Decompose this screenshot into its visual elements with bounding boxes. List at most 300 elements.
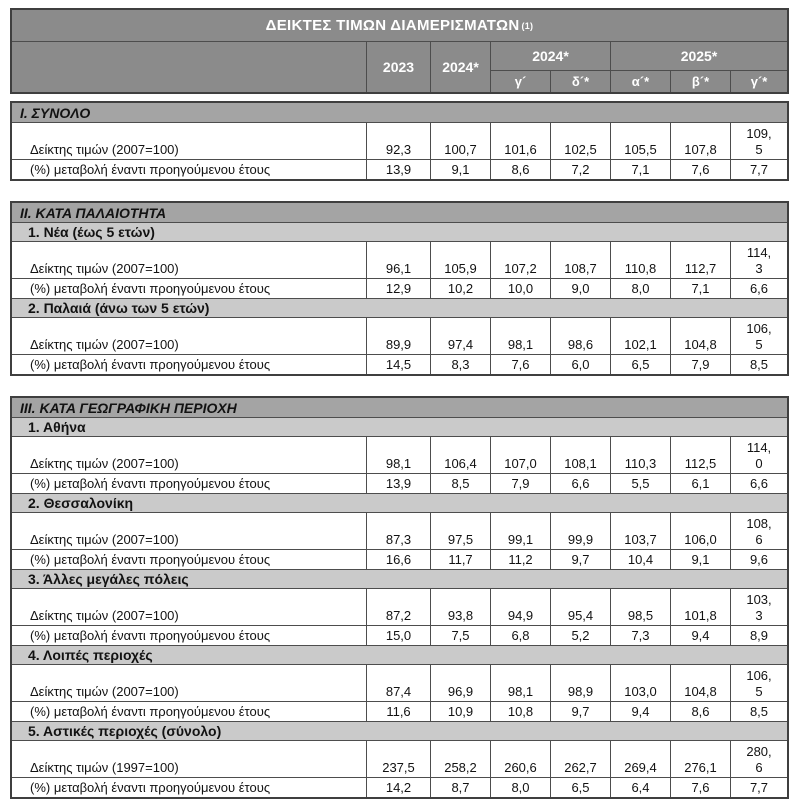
- pct-value-2-3-1: [430, 702, 490, 721]
- idx-row: [12, 588, 787, 625]
- pct-row: [12, 777, 787, 797]
- col-header-2024-q3: γ´: [490, 70, 550, 92]
- idx-value-2-4-0: [366, 741, 430, 777]
- idx-value-2-1-4: [610, 513, 670, 549]
- pct-value-1-0-4: [610, 279, 670, 298]
- idx-value-1-0-0: [366, 242, 430, 278]
- col-header-2024-q4: δ´*: [550, 70, 610, 92]
- idx-value-2-1-2-text: 99,1: [507, 532, 534, 547]
- idx-value-1-1-1-text: 97,4: [447, 337, 474, 352]
- idx-value-2-1-6-text: 108,6: [746, 516, 772, 547]
- idx-value-2-3-3-text: 98,9: [567, 684, 594, 699]
- idx-value-2-3-4-text: 103,0: [624, 684, 657, 699]
- pct-value-0-0-3: [550, 160, 610, 179]
- idx-value-1-0-6: [730, 242, 787, 278]
- pct-value-2-3-6: [730, 702, 787, 721]
- pct-value-2-3-4: [610, 702, 670, 721]
- idx-value-1-0-3: [550, 242, 610, 278]
- idx-value-1-0-1: [430, 242, 490, 278]
- idx-value-1-0-6-text: 114,3: [746, 245, 772, 276]
- idx-row-label: [12, 665, 366, 701]
- idx-value-2-3-1: [430, 665, 490, 701]
- idx-value-1-1-2: [490, 318, 550, 354]
- pct-value-2-1-2: [490, 550, 550, 569]
- subsection-heading: [12, 223, 787, 241]
- idx-value-2-2-1: [430, 589, 490, 625]
- pct-value-2-0-6-text: 6,6: [749, 475, 769, 491]
- idx-row-label-text: Δείκτης τιμών (2007=100): [30, 261, 179, 276]
- idx-value-2-4-1-text: 258,2: [444, 760, 477, 775]
- idx-value-2-1-3: [550, 513, 610, 549]
- idx-row-label-text: Δείκτης τιμών (2007=100): [30, 532, 179, 547]
- section-heading: [12, 203, 787, 222]
- section-heading-text: Ι. ΣΥΝΟΛΟ: [20, 104, 91, 121]
- idx-row: [12, 241, 787, 278]
- pct-value-2-0-4-text: 5,5: [631, 476, 650, 491]
- pct-value-2-2-6: [730, 626, 787, 645]
- idx-value-2-4-0-text: 237,5: [382, 760, 415, 775]
- pct-value-1-1-0-text: 14,5: [385, 357, 412, 372]
- col-group-2024-quarters: 2024*: [490, 42, 610, 70]
- section-heading-text: ΙΙΙ. ΚΑΤΑ ΓΕΩΓΡΑΦΙΚΗ ΠΕΡΙΟΧΗ: [20, 399, 237, 416]
- section-block-2: [10, 201, 789, 376]
- pct-value-2-1-0-text: 16,6: [385, 552, 412, 567]
- idx-value-0-0-3: [550, 123, 610, 159]
- pct-value-0-0-5-text: 7,6: [691, 162, 710, 177]
- pct-row-label: [12, 778, 366, 797]
- pct-value-2-0-4: [610, 474, 670, 493]
- idx-value-2-1-5-text: 106,0: [684, 532, 717, 547]
- idx-value-1-1-3-text: 98,6: [567, 337, 594, 352]
- idx-value-1-1-5: [670, 318, 730, 354]
- pct-value-1-1-6-text: 8,5: [749, 356, 769, 372]
- pct-value-2-4-4-text: 6,4: [631, 780, 650, 795]
- pct-row-label-text: (%) μεταβολή έναντι προηγούμενου έτους: [30, 476, 271, 491]
- subsection-heading-text: 3. Άλλες μεγάλες πόλεις: [28, 571, 189, 587]
- pct-value-2-3-6-text: 8,5: [749, 703, 769, 719]
- idx-row: [12, 436, 787, 473]
- pct-row: [12, 549, 787, 569]
- pct-value-2-1-3: [550, 550, 610, 569]
- idx-value-2-4-3: [550, 741, 610, 777]
- subsection-heading: [12, 646, 787, 664]
- pct-value-2-2-5-text: 9,4: [691, 628, 710, 643]
- idx-value-2-0-3-text: 108,1: [564, 456, 597, 471]
- idx-value-2-4-4-text: 269,4: [624, 760, 657, 775]
- idx-row: [12, 122, 787, 159]
- idx-value-1-1-1: [430, 318, 490, 354]
- subsection-heading-row: [12, 493, 787, 512]
- idx-row-label-text: Δείκτης τιμών (2007=100): [30, 608, 179, 623]
- idx-value-2-1-6: [730, 513, 787, 549]
- idx-value-2-0-1: [430, 437, 490, 473]
- idx-value-2-3-6-text: 106,5: [746, 668, 772, 699]
- idx-value-2-1-4-text: 103,7: [624, 532, 657, 547]
- idx-value-2-0-4: [610, 437, 670, 473]
- idx-value-2-3-2-text: 98,1: [507, 684, 534, 699]
- idx-value-2-0-6: [730, 437, 787, 473]
- pct-value-2-4-6: [730, 778, 787, 797]
- idx-value-2-2-1-text: 93,8: [447, 608, 474, 623]
- pct-value-1-0-2-text: 10,0: [507, 281, 534, 296]
- idx-value-2-0-6-text: 114,0: [746, 440, 772, 471]
- pct-row: [12, 278, 787, 298]
- idx-value-2-2-6: [730, 589, 787, 625]
- pct-value-0-0-1-text: 9,1: [451, 162, 470, 177]
- pct-value-2-2-3: [550, 626, 610, 645]
- pct-value-2-0-6: [730, 474, 787, 493]
- idx-value-1-1-5-text: 104,8: [684, 337, 717, 352]
- table-title-text: ΔΕΙΚΤΕΣ ΤΙΜΩΝ ΔΙΑΜΕΡΙΣΜΑΤΩΝ: [265, 17, 520, 34]
- idx-value-2-4-6-text: 280,6: [746, 744, 772, 775]
- pct-value-2-3-5: [670, 702, 730, 721]
- pct-value-0-0-4-text: 7,1: [631, 162, 650, 177]
- pct-value-2-1-5: [670, 550, 730, 569]
- section-gap: [10, 181, 790, 201]
- idx-value-2-0-4-text: 110,3: [624, 456, 657, 471]
- pct-value-1-0-4-text: 8,0: [631, 281, 650, 296]
- subsection-heading-row: [12, 222, 787, 241]
- idx-value-0-0-6-text: 109,5: [746, 126, 772, 157]
- idx-value-0-0-1-text: 100,7: [444, 142, 477, 157]
- pct-value-1-0-0-text: 12,9: [385, 281, 412, 296]
- idx-value-0-0-5-text: 107,8: [684, 142, 717, 157]
- pct-value-1-1-3-text: 6,0: [571, 357, 590, 372]
- pct-value-2-1-1-text: 11,7: [448, 552, 473, 567]
- idx-value-2-2-2: [490, 589, 550, 625]
- idx-value-1-0-2-text: 107,2: [504, 261, 537, 276]
- pct-value-1-0-6: [730, 279, 787, 298]
- pct-value-2-4-0: [366, 778, 430, 797]
- idx-value-2-3-0-text: 87,4: [385, 684, 412, 699]
- pct-value-1-0-1: [430, 279, 490, 298]
- pct-value-2-1-4-text: 10,4: [627, 552, 654, 567]
- pct-value-2-4-5-text: 7,6: [691, 780, 710, 795]
- idx-value-2-4-2-text: 260,6: [504, 760, 537, 775]
- col-header-2025-q3: γ´*: [730, 70, 787, 92]
- pct-row-label: [12, 474, 366, 493]
- pct-value-2-2-6-text: 8,9: [749, 627, 769, 643]
- subsection-heading-text: 2. Παλαιά (άνω των 5 ετών): [28, 300, 210, 316]
- idx-value-0-0-4: [610, 123, 670, 159]
- pct-value-1-1-1-text: 8,3: [451, 357, 470, 372]
- idx-value-2-1-0-text: 87,3: [385, 532, 412, 547]
- pct-row: [12, 701, 787, 721]
- idx-value-2-2-0-text: 87,2: [385, 608, 412, 623]
- idx-value-2-2-5-text: 101,8: [684, 608, 717, 623]
- idx-value-1-1-4: [610, 318, 670, 354]
- idx-value-2-3-3: [550, 665, 610, 701]
- subsection-heading-row: [12, 569, 787, 588]
- subsection-heading: [12, 418, 787, 436]
- idx-row-label: [12, 242, 366, 278]
- idx-value-2-4-5-text: 276,1: [684, 760, 717, 775]
- idx-value-2-4-2: [490, 741, 550, 777]
- pct-value-2-1-0: [366, 550, 430, 569]
- pct-value-2-4-1-text: 8,7: [451, 780, 470, 795]
- pct-value-2-2-3-text: 5,2: [571, 628, 590, 643]
- section-heading-row: [12, 103, 787, 122]
- idx-value-0-0-5: [670, 123, 730, 159]
- pct-value-2-2-0: [366, 626, 430, 645]
- pct-value-1-1-3: [550, 355, 610, 374]
- idx-value-1-0-0-text: 96,1: [385, 261, 412, 276]
- pct-value-2-1-6: [730, 550, 787, 569]
- pct-value-0-0-0-text: 13,9: [385, 162, 412, 177]
- pct-value-1-0-1-text: 10,2: [447, 281, 474, 296]
- pct-value-1-1-1: [430, 355, 490, 374]
- pct-value-2-2-1-text: 7,5: [451, 628, 470, 643]
- pct-row-label-text: (%) μεταβολή έναντι προηγούμενου έτους: [30, 281, 271, 296]
- pct-value-1-1-0: [366, 355, 430, 374]
- section-gap: [10, 376, 790, 396]
- pct-value-1-0-5-text: 7,1: [691, 281, 710, 296]
- pct-value-2-0-1-text: 8,5: [451, 476, 470, 491]
- idx-value-0-0-2-text: 101,6: [504, 142, 537, 157]
- idx-value-1-1-0: [366, 318, 430, 354]
- pct-value-2-3-0: [366, 702, 430, 721]
- pct-value-2-4-4: [610, 778, 670, 797]
- idx-value-2-3-6: [730, 665, 787, 701]
- section-heading: [12, 103, 787, 122]
- pct-value-2-0-0: [366, 474, 430, 493]
- section-heading-text: ΙΙ. ΚΑΤΑ ΠΑΛΑΙΟΤΗΤΑ: [20, 204, 167, 221]
- pct-value-2-3-2-text: 10,8: [507, 704, 534, 719]
- pct-value-2-0-5-text: 6,1: [691, 476, 710, 491]
- section-heading: [12, 398, 787, 417]
- pct-row-label-text: (%) μεταβολή έναντι προηγούμενου έτους: [30, 552, 271, 567]
- pct-value-0-0-6-text: 7,7: [749, 161, 769, 177]
- pct-value-2-0-3-text: 6,6: [571, 476, 590, 491]
- idx-row: [12, 317, 787, 354]
- pct-value-2-2-4-text: 7,3: [631, 628, 650, 643]
- subsection-heading-text: 1. Νέα (έως 5 ετών): [28, 224, 155, 240]
- idx-value-2-2-5: [670, 589, 730, 625]
- idx-value-2-3-5: [670, 665, 730, 701]
- pct-row-label-text: (%) μεταβολή έναντι προηγούμενου έτους: [30, 780, 271, 795]
- idx-value-1-0-5: [670, 242, 730, 278]
- idx-row-label: [12, 437, 366, 473]
- pct-row: [12, 473, 787, 493]
- pct-value-1-1-4-text: 6,5: [631, 357, 650, 372]
- idx-row-label-text: Δείκτης τιμών (2007=100): [30, 337, 179, 352]
- idx-value-2-3-1-text: 96,9: [447, 684, 474, 699]
- idx-value-2-2-6-text: 103,3: [746, 592, 772, 623]
- pct-value-2-4-3-text: 6,5: [571, 780, 590, 795]
- idx-value-2-4-1: [430, 741, 490, 777]
- idx-row-label-text: Δείκτης τιμών (1997=100): [30, 760, 179, 775]
- pct-value-2-2-0-text: 15,0: [385, 628, 412, 643]
- pct-value-1-1-2: [490, 355, 550, 374]
- pct-value-0-0-2-text: 8,6: [511, 162, 530, 177]
- col-header-2023: 2023: [366, 42, 430, 92]
- pct-row: [12, 159, 787, 179]
- idx-value-2-0-0-text: 98,1: [385, 456, 412, 471]
- table-sections: [10, 94, 790, 799]
- idx-value-2-1-0: [366, 513, 430, 549]
- pct-row-label-text: (%) μεταβολή έναντι προηγούμενου έτους: [30, 357, 271, 372]
- pct-row-label: [12, 550, 366, 569]
- pct-value-1-0-6-text: 6,6: [749, 280, 769, 296]
- idx-row-label-text: Δείκτης τιμών (2007=100): [30, 142, 179, 157]
- subsection-heading: [12, 494, 787, 512]
- col-header-2025-q2: β´*: [670, 70, 730, 92]
- col-group-2025-quarters: 2025*: [610, 42, 787, 70]
- idx-row-label: [12, 123, 366, 159]
- subsection-heading-text: 5. Αστικές περιοχές (σύνολο): [28, 723, 222, 739]
- idx-value-2-2-4-text: 98,5: [627, 608, 654, 623]
- idx-value-0-0-4-text: 105,5: [624, 142, 657, 157]
- idx-value-2-0-2-text: 107,0: [504, 456, 537, 471]
- pct-value-2-3-5-text: 8,6: [691, 704, 710, 719]
- idx-value-0-0-0: [366, 123, 430, 159]
- pct-value-2-2-1: [430, 626, 490, 645]
- pct-value-1-1-5: [670, 355, 730, 374]
- idx-value-1-1-6: [730, 318, 787, 354]
- pct-value-1-1-2-text: 7,6: [511, 357, 530, 372]
- table-header-band: [10, 8, 789, 94]
- pct-row-label: [12, 160, 366, 179]
- pct-value-2-0-0-text: 13,9: [385, 476, 412, 491]
- col-header-2024: 2024*: [430, 42, 490, 92]
- idx-row: [12, 512, 787, 549]
- idx-row-label: [12, 318, 366, 354]
- idx-value-2-1-3-text: 99,9: [567, 532, 594, 547]
- idx-value-0-0-2: [490, 123, 550, 159]
- pct-value-2-2-2-text: 6,8: [511, 628, 530, 643]
- pct-value-2-4-6-text: 7,7: [749, 779, 769, 795]
- idx-value-1-0-4: [610, 242, 670, 278]
- pct-value-0-0-3-text: 7,2: [571, 162, 590, 177]
- pct-value-1-1-5-text: 7,9: [691, 357, 710, 372]
- pct-value-2-1-6-text: 9,6: [749, 551, 769, 567]
- section-block-3: [10, 396, 789, 799]
- pct-value-2-4-2: [490, 778, 550, 797]
- pct-value-2-3-0-text: 11,6: [386, 704, 411, 719]
- idx-value-2-3-0: [366, 665, 430, 701]
- idx-value-0-0-3-text: 102,5: [564, 142, 597, 157]
- pct-value-2-3-3-text: 9,7: [571, 704, 590, 719]
- subsection-heading: [12, 299, 787, 317]
- pct-row-label: [12, 355, 366, 374]
- subsection-heading: [12, 570, 787, 588]
- idx-value-2-4-6: [730, 741, 787, 777]
- idx-value-1-1-0-text: 89,9: [385, 337, 412, 352]
- idx-value-2-1-5: [670, 513, 730, 549]
- pct-value-1-1-4: [610, 355, 670, 374]
- idx-row-label-text: Δείκτης τιμών (2007=100): [30, 684, 179, 699]
- idx-value-2-4-4: [610, 741, 670, 777]
- idx-value-2-4-5: [670, 741, 730, 777]
- pct-value-2-2-2: [490, 626, 550, 645]
- idx-value-0-0-6: [730, 123, 787, 159]
- pct-value-2-0-5: [670, 474, 730, 493]
- idx-value-2-0-2: [490, 437, 550, 473]
- idx-value-0-0-1: [430, 123, 490, 159]
- pct-row-label-text: (%) μεταβολή έναντι προηγούμενου έτους: [30, 628, 271, 643]
- idx-value-1-0-4-text: 110,8: [624, 261, 657, 276]
- pct-value-1-0-3: [550, 279, 610, 298]
- pct-value-0-0-4: [610, 160, 670, 179]
- pct-value-1-0-5: [670, 279, 730, 298]
- table-title: [12, 10, 787, 42]
- pct-row-label-text: (%) μεταβολή έναντι προηγούμενου έτους: [30, 704, 271, 719]
- pct-value-2-2-5: [670, 626, 730, 645]
- col-header-2025-q1: α´*: [610, 70, 670, 92]
- pct-value-2-4-5: [670, 778, 730, 797]
- subsection-heading-row: [12, 417, 787, 436]
- idx-row-label: [12, 513, 366, 549]
- idx-row-label-text: Δείκτης τιμών (2007=100): [30, 456, 179, 471]
- idx-value-2-0-0: [366, 437, 430, 473]
- subsection-heading-row: [12, 298, 787, 317]
- pct-row: [12, 625, 787, 645]
- pct-value-2-4-3: [550, 778, 610, 797]
- pct-value-2-1-1: [430, 550, 490, 569]
- pct-value-2-3-1-text: 10,9: [447, 704, 474, 719]
- pct-value-2-1-4: [610, 550, 670, 569]
- subsection-heading-text: 4. Λοιπές περιοχές: [28, 647, 153, 663]
- idx-value-2-2-3: [550, 589, 610, 625]
- pct-value-2-0-1: [430, 474, 490, 493]
- idx-value-0-0-0-text: 92,3: [385, 142, 412, 157]
- pct-value-0-0-0: [366, 160, 430, 179]
- idx-value-2-4-3-text: 262,7: [564, 760, 597, 775]
- idx-value-2-0-3: [550, 437, 610, 473]
- idx-row-label: [12, 741, 366, 777]
- pct-value-2-4-2-text: 8,0: [511, 780, 530, 795]
- idx-value-2-0-1-text: 106,4: [444, 456, 477, 471]
- pct-value-0-0-6: [730, 160, 787, 179]
- pct-value-2-0-2-text: 7,9: [511, 476, 530, 491]
- pct-value-2-4-0-text: 14,2: [385, 780, 412, 795]
- pct-value-2-3-3: [550, 702, 610, 721]
- pct-row-label: [12, 279, 366, 298]
- pct-value-2-1-5-text: 9,1: [691, 552, 710, 567]
- idx-value-1-0-1-text: 105,9: [444, 261, 477, 276]
- pct-value-2-0-3: [550, 474, 610, 493]
- idx-value-2-1-1: [430, 513, 490, 549]
- pct-value-0-0-5: [670, 160, 730, 179]
- pct-value-1-0-3-text: 9,0: [571, 281, 590, 296]
- pct-value-2-4-1: [430, 778, 490, 797]
- idx-value-2-2-4: [610, 589, 670, 625]
- idx-value-1-0-5-text: 112,7: [684, 261, 717, 276]
- pct-value-0-0-1: [430, 160, 490, 179]
- idx-value-1-0-3-text: 108,7: [564, 261, 597, 276]
- idx-row: [12, 664, 787, 701]
- idx-value-2-1-2: [490, 513, 550, 549]
- subsection-heading-row: [12, 721, 787, 740]
- section-heading-row: [12, 203, 787, 222]
- subsection-heading-text: 2. Θεσσαλονίκη: [28, 495, 134, 511]
- idx-value-2-0-5-text: 112,5: [684, 456, 717, 471]
- pct-row-label-text: (%) μεταβολή έναντι προηγούμενου έτους: [30, 162, 271, 177]
- idx-value-1-1-4-text: 102,1: [624, 337, 657, 352]
- pct-row-label: [12, 702, 366, 721]
- idx-value-2-2-0: [366, 589, 430, 625]
- pct-row-label: [12, 626, 366, 645]
- pct-value-1-1-6: [730, 355, 787, 374]
- idx-value-2-3-4: [610, 665, 670, 701]
- idx-value-2-3-2: [490, 665, 550, 701]
- idx-value-2-2-2-text: 94,9: [507, 608, 534, 623]
- idx-value-2-1-1-text: 97,5: [447, 532, 474, 547]
- pct-value-1-0-0: [366, 279, 430, 298]
- subsection-heading: [12, 722, 787, 740]
- table-title-footnote-marker: (1): [521, 20, 534, 31]
- section-heading-row: [12, 398, 787, 417]
